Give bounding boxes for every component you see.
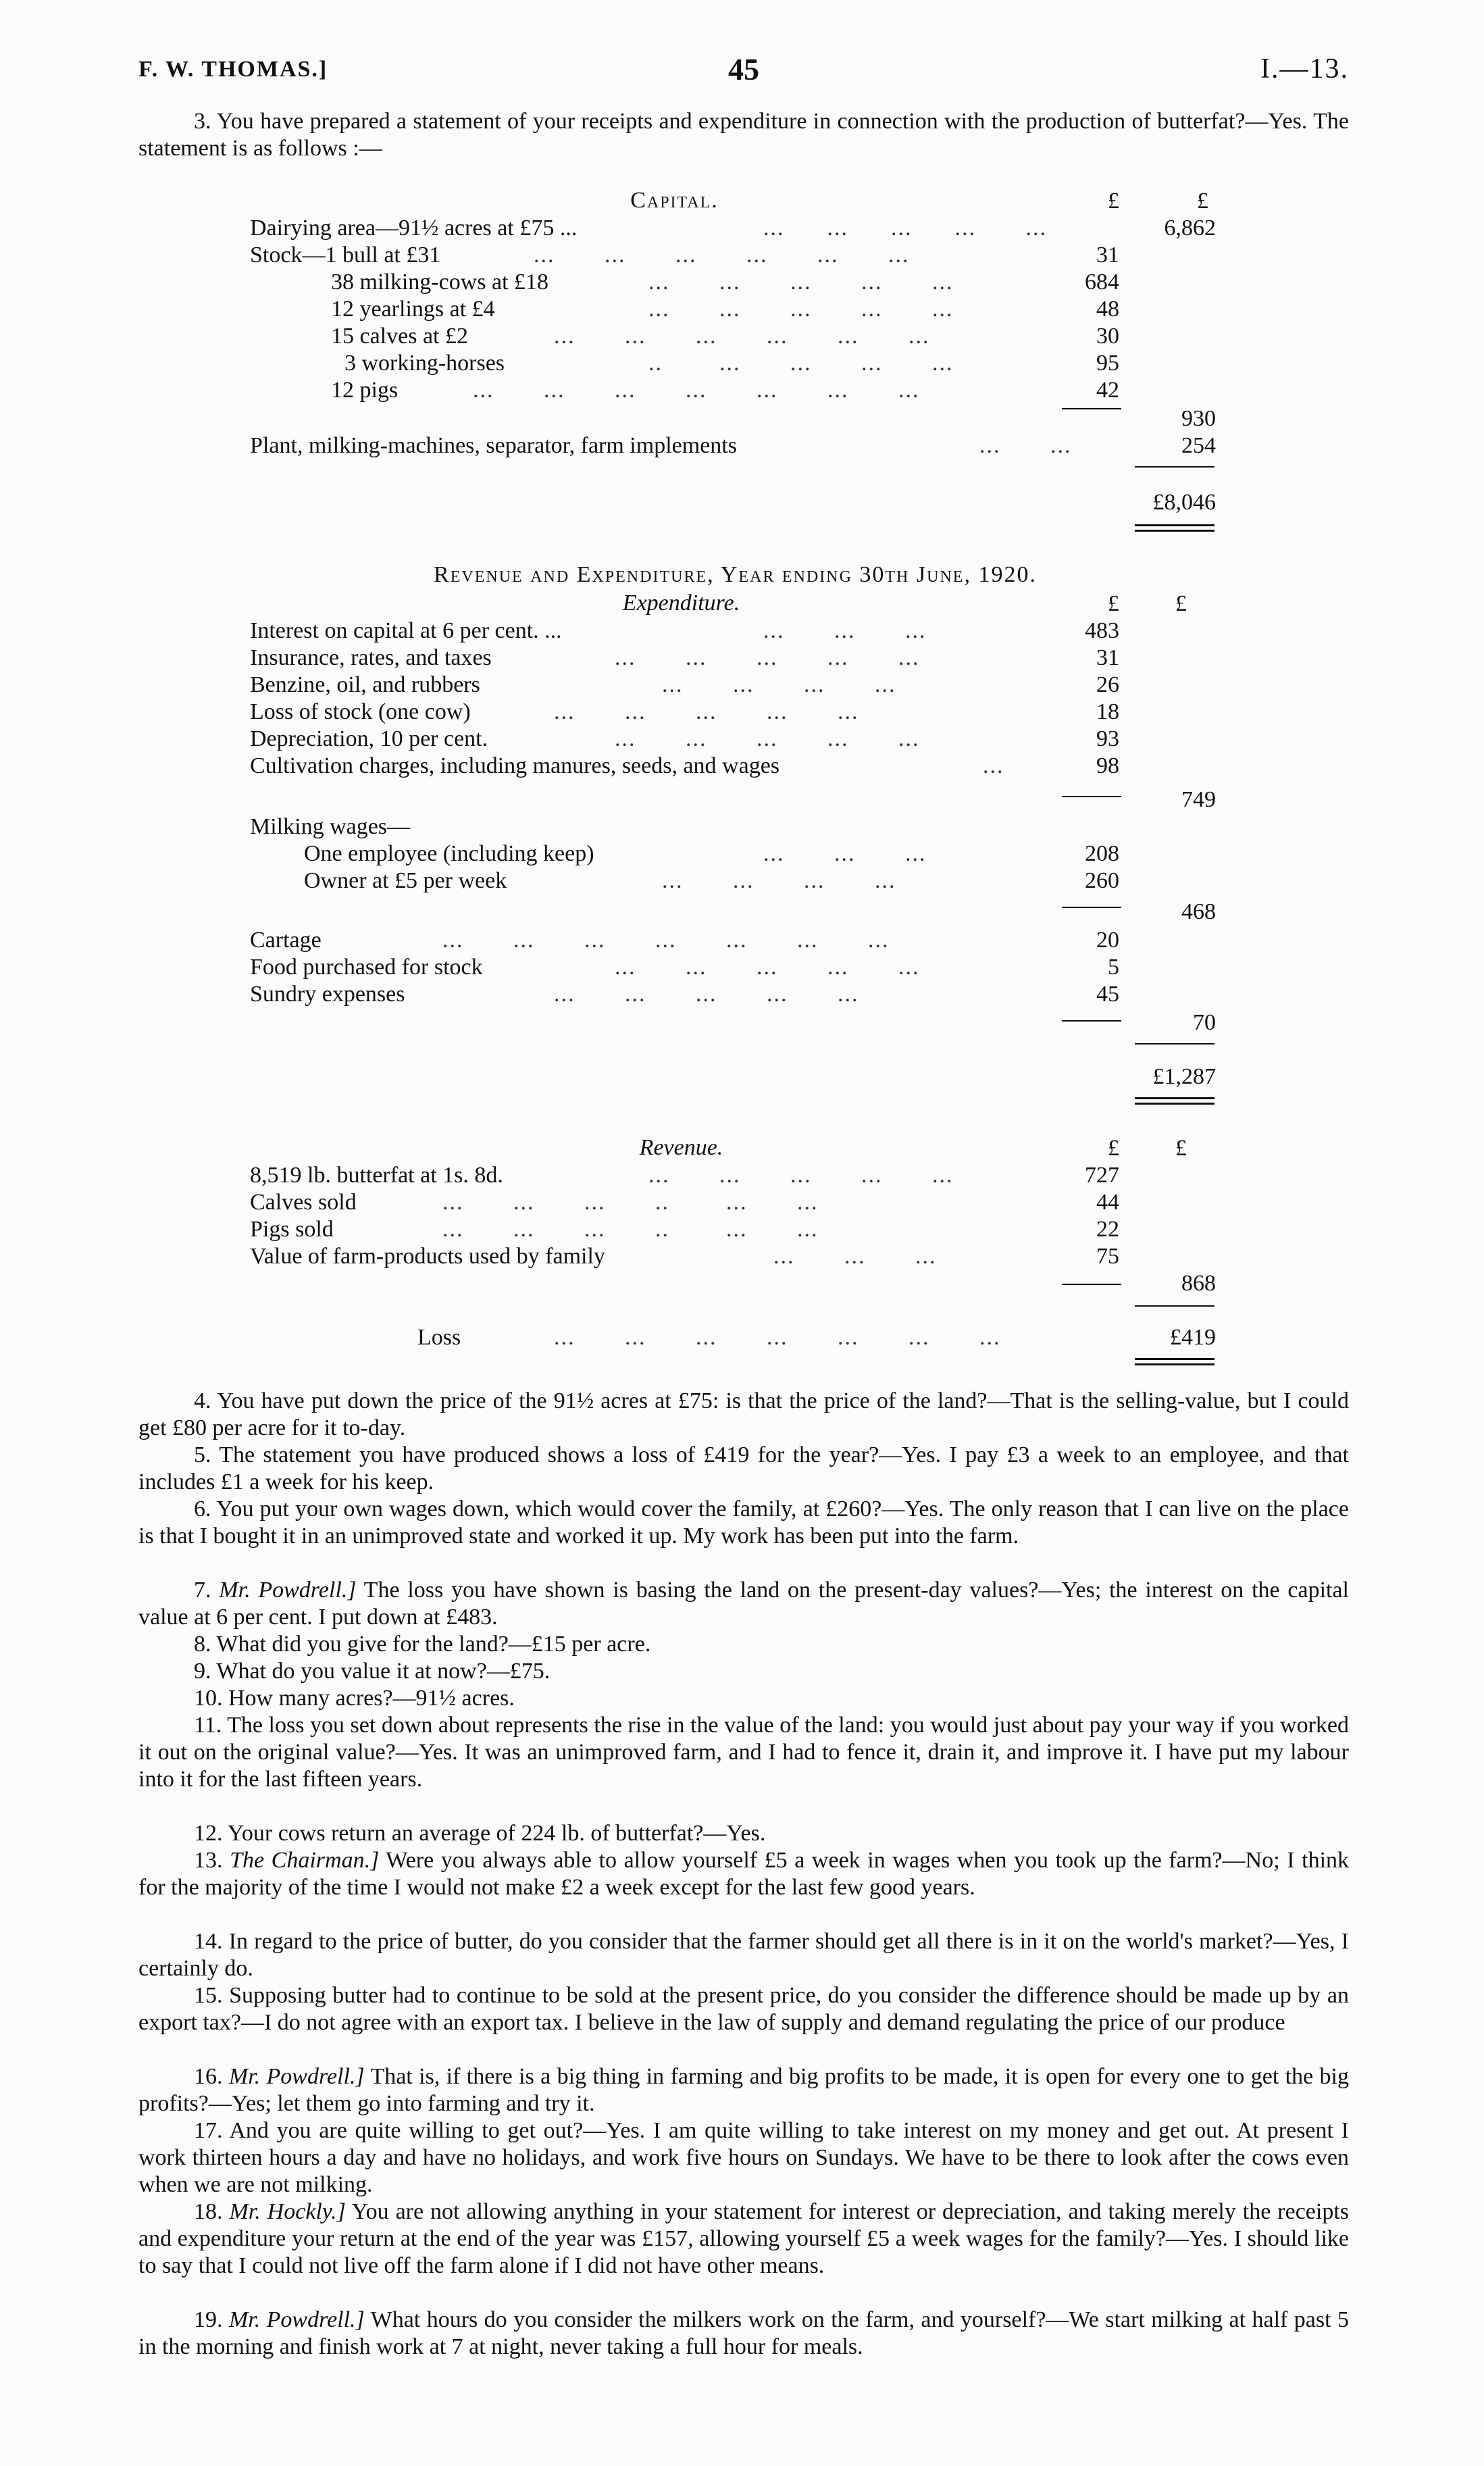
row-value: 483 <box>1085 618 1119 643</box>
qa-paragraph-19: 19. Mr. Powdrell.] What hours do you consider the milkers work on the farm, and yourself?—We start milking at half past 5 in the morning and finish work at 7 at night, never taking a full hour for meals. <box>138 2307 1349 2359</box>
capital-row <box>0 323 1484 350</box>
currency-symbol: £ <box>1108 1136 1119 1161</box>
qa-paragraph-5: 5. The statement you have produced shows a loss of £419 for the year?—Yes. I pay £3 a week to an employee, and that includes £1 a week for his keep. <box>138 1442 1349 1494</box>
total-rule <box>1135 466 1214 468</box>
currency-symbol: £ <box>1197 188 1208 213</box>
row-label: Milking wages— <box>250 814 411 839</box>
row-label: 38 milking-cows at £18 <box>331 270 549 295</box>
revenue-row <box>0 1243 1484 1270</box>
expenditure-heading: Expenditure. <box>622 590 740 615</box>
expense-row <box>0 726 1484 753</box>
qa-paragraph-9: 9. What do you value it at now?—£75. <box>194 1659 551 1684</box>
expense-row <box>0 840 1484 867</box>
row-label: 12 pigs <box>331 378 399 403</box>
currency-symbol: £ <box>1175 591 1187 616</box>
row-label: Owner at £5 per week <box>304 868 507 893</box>
leader-dots: ... ... ... ... ... <box>648 297 954 322</box>
row-label: Food purchased for stock <box>250 955 483 980</box>
row-value: 31 <box>1096 243 1119 268</box>
capital-row <box>0 242 1484 269</box>
loss-label: Loss <box>417 1325 461 1350</box>
leader-dots: ... ... ... ... ... <box>763 216 1047 241</box>
expense-row <box>0 618 1484 645</box>
stock-total-row <box>0 405 1484 432</box>
page-number: 45 <box>728 52 759 86</box>
row-label: Cultivation charges, including manures, seeds, and wages <box>250 753 780 778</box>
total-rule <box>1135 1305 1214 1307</box>
leader-dots: ... ... ... ... ... ... ... <box>442 928 890 953</box>
row-value: 31 <box>1096 645 1119 670</box>
leader-dots: ... ... ... <box>763 841 927 866</box>
row-value: 93 <box>1096 726 1119 751</box>
row-total: 749 <box>1181 787 1216 812</box>
leader-dots: ... ... ... <box>763 618 927 643</box>
rev-currency-row <box>0 1135 1484 1162</box>
qa-paragraph-8: 8. What did you give for the land?—£15 per acre. <box>194 1632 651 1657</box>
leader-dots: ... ... ... .. ... ... <box>442 1217 819 1242</box>
row-total: 70 <box>1193 1010 1216 1035</box>
row-label: One employee (including keep) <box>304 841 594 866</box>
revexp-heading: Revenue and Expenditure, Year ending 30th June, 1920. <box>434 562 1037 587</box>
qa-paragraph-13: 13. The Chairman.] Were you always able to allow yourself £5 a week in wages when you took up the farm?—No; I think for the majority of the time I would not make £2 a week except for the last few good years. <box>138 1848 1350 1900</box>
total-rule <box>1135 1043 1214 1045</box>
expense-row <box>0 927 1484 954</box>
qa-paragraph-17: 17. And you are quite willing to get out?—Yes. I am quite willing to take interest on my money and get out. At present I work thirteen hours a day and have no holidays, and work five hours on Sundays. We have to be there to look after the cows even when we are not milking. <box>138 2118 1349 2197</box>
leader-dots: ... ... ... ... ... <box>554 982 859 1007</box>
witness-name: F. W. THOMAS.] <box>138 57 328 82</box>
row-value: 75 <box>1096 1244 1119 1269</box>
double-rule <box>1135 1097 1214 1099</box>
leader-dots: ... ... <box>979 433 1072 458</box>
qa-paragraph-18: 18. Mr. Hockly.] You are not allowing anything in your statement for interest or depreciation, and taking merely the receipts and expenditure your return at the end of the year was £157, allowing yourself £5 a week wages for the family?—Yes. I should like to say that I could not live off the farm alone if I did not have other means. <box>138 2199 1349 2278</box>
capital-total-row <box>0 489 1484 516</box>
currency-symbol: £ <box>1108 591 1119 616</box>
leader-dots: ... ... ... <box>773 1244 937 1269</box>
row-value: 48 <box>1096 297 1119 322</box>
capital-row <box>0 350 1484 377</box>
leader-dots: ... ... ... ... <box>662 868 896 893</box>
row-label: Loss of stock (one cow) <box>250 699 471 724</box>
loss-value: £419 <box>1170 1325 1216 1350</box>
capital-row <box>0 215 1484 242</box>
revenue-row <box>0 1216 1484 1243</box>
loss-row <box>0 1324 1484 1351</box>
qa-paragraph-14: 14. In regard to the price of butter, do you consider that the farmer should get all there is in it on the world's market?—Yes, I certainly do. <box>138 1929 1349 1981</box>
row-label: Insurance, rates, and taxes <box>250 645 492 670</box>
row-value: 20 <box>1096 928 1119 953</box>
milking-heading-row <box>0 813 1484 840</box>
row-value: 44 <box>1096 1190 1119 1215</box>
speaker-name: The Chairman.] <box>230 1848 380 1873</box>
row-label: 8,519 lb. butterfat at 1s. 8d. <box>250 1163 503 1188</box>
row-value: 95 <box>1096 351 1119 376</box>
row-label: Cartage <box>250 928 322 953</box>
row-label: Plant, milking-machines, separator, farm implements <box>250 433 737 458</box>
row-value: 260 <box>1085 868 1119 893</box>
speaker-name: Mr. Hockly.] <box>229 2199 346 2224</box>
leader-dots: ... ... ... ... ... ... <box>554 324 930 349</box>
row-total: 6,862 <box>1164 216 1216 241</box>
leader-dots: ... ... ... ... <box>662 672 896 697</box>
expense-row <box>0 981 1484 1008</box>
leader-dots: ... ... ... ... ... <box>615 726 920 751</box>
qa-paragraph-4: 4. You have put down the price of the 91½ acres at £75: is that the price of the land?—That is the selling-value, but I could get £80 per acre for it to-day. <box>138 1388 1349 1440</box>
revenue-total-row <box>0 1270 1484 1297</box>
row-value: 26 <box>1096 672 1119 697</box>
double-rule <box>1135 524 1214 526</box>
speaker-name: Mr. Powdrell.] <box>228 2307 365 2332</box>
double-rule <box>1135 1103 1214 1105</box>
revenue-row <box>0 1162 1484 1189</box>
leader-dots: ... ... ... ... ... ... ... <box>554 1325 1001 1350</box>
row-value: 5 <box>1108 955 1119 980</box>
leader-dots: ... ... ... ... ... <box>554 699 859 724</box>
qa-paragraph-16: 16. Mr. Powdrell.] That is, if there is a big thing in farming and big profits to be made, it is open for every one to get the big profits?—Yes; let them go into farming and try it. <box>138 2064 1349 2116</box>
row-label: 3 working-horses <box>344 351 505 376</box>
row-label: 15 calves at £2 <box>331 324 468 349</box>
capital-row <box>0 377 1484 404</box>
qa-text: What hours do you consider the milkers work on the farm, and yourself?—We start milking at half past 5 in the morning and finish work at 7 at night, never taking a full hour for meals. <box>138 2307 1349 2359</box>
subtotal-row <box>0 899 1484 926</box>
qa-text: The loss you have shown is basing the land on the present-day values?—Yes; the interest on the capital value at 6 per cent. I put down at £483. <box>138 1578 1349 1630</box>
row-label: Value of farm-products used by family <box>250 1244 605 1269</box>
expense-row <box>0 645 1484 672</box>
row-value: 727 <box>1085 1163 1119 1188</box>
qa-text: That is, if there is a big thing in farming and big profits to be made, it is open for every one to get the big profits?—Yes; let them go into farming and try it. <box>138 2064 1349 2116</box>
currency-symbol: £ <box>1108 188 1119 213</box>
row-label: Stock—1 bull at £31 <box>250 243 441 268</box>
row-label: Sundry expenses <box>250 982 405 1007</box>
row-label: Pigs sold <box>250 1217 334 1242</box>
speaker-name: Mr. Powdrell.] <box>228 2064 365 2089</box>
row-value: 30 <box>1096 324 1119 349</box>
row-value: 45 <box>1096 982 1119 1007</box>
revenue-total: 868 <box>1181 1271 1216 1296</box>
expenditure-total: £1,287 <box>1152 1064 1216 1089</box>
row-total: 930 <box>1181 406 1216 431</box>
row-value: 42 <box>1096 378 1119 403</box>
revenue-row <box>0 1189 1484 1216</box>
leader-dots: ... ... ... ... ... <box>615 955 920 980</box>
double-rule <box>1135 1358 1214 1360</box>
row-label: Calves sold <box>250 1190 357 1215</box>
row-label: Interest on capital at 6 per cent. ... <box>250 618 562 643</box>
expense-row <box>0 867 1484 895</box>
capital-heading: Capital. <box>630 188 719 213</box>
qa-text: You are not allowing anything in your statement for interest or depreciation, and taking merely the receipts and expenditure your return at the end of the year was £157, allowing yourself £5 a week wages for the family?—Yes. I should like to say that I could not live off the farm alone if I did not have other means. <box>138 2199 1349 2278</box>
row-label: 12 yearlings at £4 <box>331 297 495 322</box>
double-rule <box>1135 1363 1214 1365</box>
qa-paragraph-10: 10. How many acres?—91½ acres. <box>194 1686 515 1711</box>
exp-currency-row <box>0 590 1484 618</box>
row-label: Depreciation, 10 per cent. <box>250 726 488 751</box>
expense-row <box>0 699 1484 726</box>
running-header <box>138 51 1349 92</box>
capital-currency-row <box>0 188 1484 215</box>
qa-paragraph-6: 6. You put your own wages down, which would cover the family, at £260?—Yes. The only reason that I can live on the place is that I bought it in an unimproved state and worked it up. My work has been put into the farm. <box>138 1496 1349 1549</box>
capital-grand-total: £8,046 <box>1152 490 1216 515</box>
row-value: 22 <box>1096 1217 1119 1242</box>
leader-dots: ... ... ... .. ... ... <box>442 1190 819 1215</box>
capital-row <box>0 269 1484 296</box>
qa-paragraph-7: 7. Mr. Powdrell.] The loss you have shown is basing the land on the present-day values?—Yes; the interest on the capital value at 6 per cent. I put down at £483. <box>138 1578 1349 1630</box>
expense-row <box>0 753 1484 780</box>
qa-paragraph-15: 15. Supposing butter had to continue to be sold at the present price, do you consider the difference should be made up by an export tax?—I do not agree with an export tax. I believe in the law of supply and demand regulating the price of our produce <box>138 1983 1349 2035</box>
row-label: Dairying area—91½ acres at £75 ... <box>250 216 578 241</box>
subtotal-row <box>0 786 1484 813</box>
expense-row <box>0 954 1484 981</box>
expenditure-total-row <box>0 1063 1484 1090</box>
leader-dots: ... ... ... ... ... <box>648 1163 954 1188</box>
row-total: 254 <box>1181 433 1216 458</box>
row-label: Benzine, oil, and rubbers <box>250 672 480 697</box>
paper-reference: I.—13. <box>1260 53 1349 84</box>
capital-row <box>0 296 1484 323</box>
currency-symbol: £ <box>1175 1136 1187 1161</box>
plant-row <box>0 432 1484 459</box>
speaker-name: Mr. Powdrell.] <box>219 1578 357 1603</box>
expense-row <box>0 672 1484 699</box>
double-rule <box>1135 530 1214 532</box>
qa-paragraph-12: 12. Your cows return an average of 224 lb. of butterfat?—Yes. <box>194 1821 766 1846</box>
qa-text: Were you always able to allow yourself £5 a week in wages when you took up the farm?—No; I think for the majority of the time I would not make £2 a week except for the last few good years. <box>138 1848 1350 1900</box>
row-value: 18 <box>1096 699 1119 724</box>
leader-dots: ... ... ... ... ... <box>648 270 954 295</box>
row-total: 468 <box>1181 899 1216 924</box>
qa-paragraph-11: 11. The loss you set down about represents the rise in the value of the land: you would just about pay your way if you worked it out on the original value?—Yes. It was an unimproved farm, and I had to fence it, drain it, and improve it. I have put my labour into it for the last fifteen years. <box>138 1713 1349 1792</box>
leader-dots: .. ... ... ... ... <box>648 351 954 376</box>
leader-dots: ... ... ... ... ... ... ... <box>473 378 920 403</box>
leader-dots: ... ... ... ... ... ... <box>534 243 910 268</box>
row-value: 98 <box>1096 753 1119 778</box>
intro-paragraph: 3. You have prepared a statement of your receipts and expenditure in connection with the production of butterfat?—Yes. The statement is as follows :— <box>138 109 1349 161</box>
leader-dots: ... <box>983 753 1004 778</box>
row-value: 684 <box>1085 270 1119 295</box>
subtotal-row <box>0 1009 1484 1036</box>
leader-dots: ... ... ... ... ... <box>615 645 920 670</box>
row-value: 208 <box>1085 841 1119 866</box>
revenue-heading: Revenue. <box>639 1135 723 1160</box>
